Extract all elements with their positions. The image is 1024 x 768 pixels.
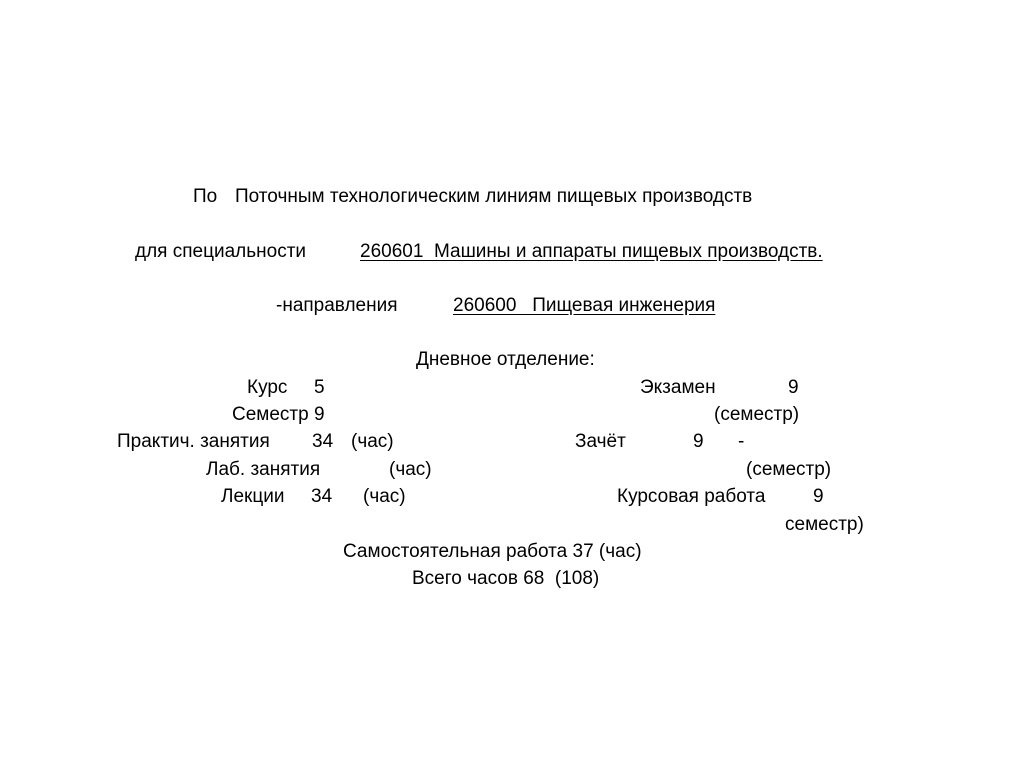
lectures-unit: (час) xyxy=(363,486,406,507)
coursework-value: 9 xyxy=(813,486,824,507)
exam-unit: (семестр) xyxy=(714,404,800,425)
practical-value: 34 xyxy=(312,431,334,452)
credit-value: 9 xyxy=(693,431,704,452)
direction-value: 260600 Пищевая инженерия xyxy=(453,295,716,316)
title-prefix: По xyxy=(193,186,218,207)
exam-value: 9 xyxy=(788,377,799,398)
self-study-hours: Самостоятельная работа 37 (час) xyxy=(343,541,642,562)
course-label: Курс xyxy=(247,377,288,398)
coursework-unit: семестр) xyxy=(785,514,864,535)
practical-unit: (час) xyxy=(351,431,394,452)
discipline-title: Поточным технологическим линиям пищевых производств xyxy=(235,186,753,207)
specialty-value: 260601 Машины и аппараты пищевых производств. xyxy=(360,241,823,262)
lab-unit: (час) xyxy=(389,459,432,480)
direction-label: -направления xyxy=(276,295,398,316)
department-heading: Дневное отделение: xyxy=(416,349,595,370)
specialty-label: для специальности xyxy=(135,241,307,262)
credit-unit: (семестр) xyxy=(746,459,832,480)
exam-label: Экзамен xyxy=(640,377,716,398)
course-value: 5 xyxy=(314,377,325,398)
credit-label: Зачёт xyxy=(575,431,626,452)
practical-label: Практич. занятия xyxy=(117,431,270,452)
coursework-label: Курсовая работа xyxy=(617,486,766,507)
lectures-value: 34 xyxy=(311,486,333,507)
lectures-label: Лекции xyxy=(221,486,285,507)
lab-label: Лаб. занятия xyxy=(206,459,321,480)
credit-dash: - xyxy=(738,431,745,452)
total-hours: Всего часов 68 (108) xyxy=(412,568,600,589)
semester-text: Семестр 9 xyxy=(232,404,325,425)
